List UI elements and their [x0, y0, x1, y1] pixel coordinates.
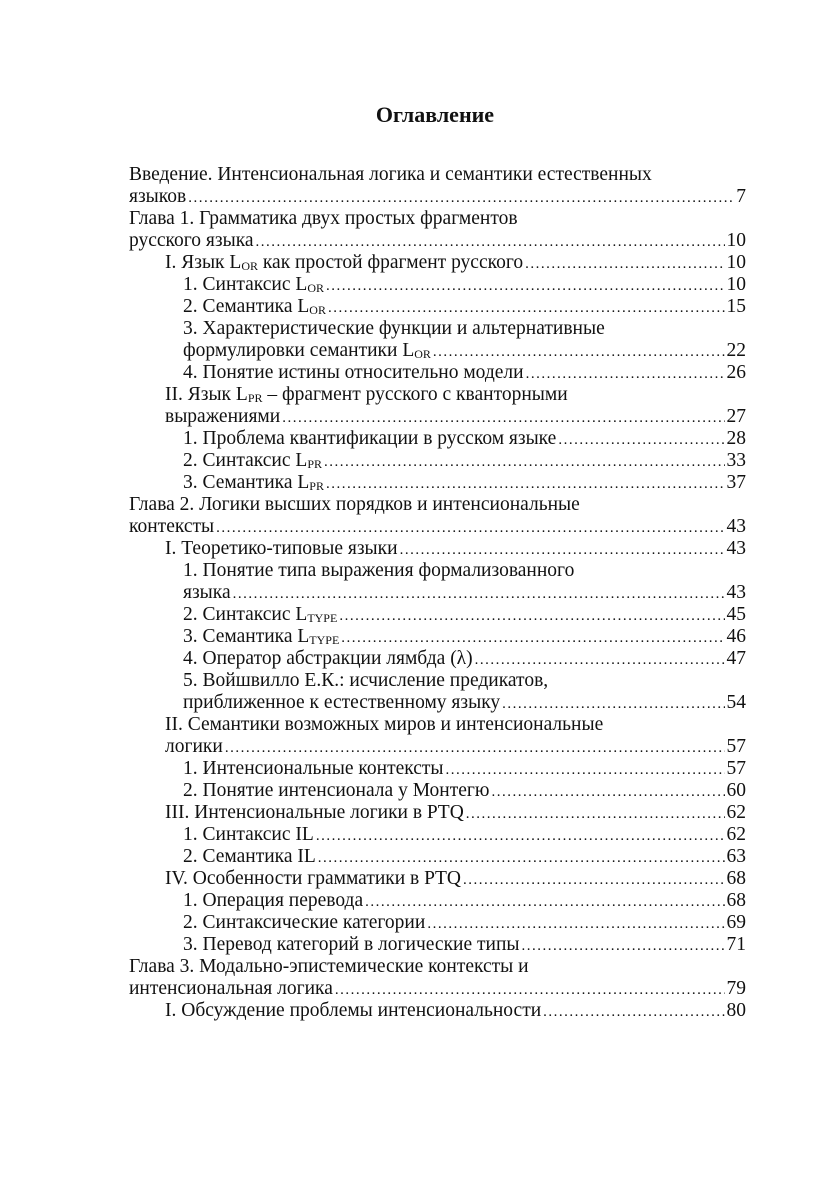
- page-number: 57: [726, 736, 746, 757]
- toc-entry-title-text: русского языка: [129, 230, 254, 251]
- page-number: 28: [726, 428, 746, 449]
- toc-entry-title-text: 1. Синтаксис IL: [183, 824, 314, 845]
- dot-leader: [282, 407, 724, 429]
- toc-entry[interactable]: [0, 780, 746, 802]
- toc-entry-row: [129, 978, 746, 1000]
- toc-entry-first-line: [183, 318, 746, 340]
- toc-entry-row: [183, 934, 746, 956]
- toc-entry-title-text: I. Язык L: [165, 252, 242, 273]
- dot-leader: [225, 737, 725, 759]
- dot-leader: [365, 891, 724, 913]
- dot-leader: [526, 363, 725, 385]
- toc-entry[interactable]: [0, 648, 746, 670]
- toc-entry-title-text: I. Обсуждение проблемы интенсиональности: [165, 1000, 542, 1021]
- page-title: Оглавление: [375, 102, 495, 127]
- toc-entry-title-text: 4. Понятие истины относительно модели: [183, 362, 524, 383]
- toc-entry-first-line: [165, 714, 746, 736]
- toc-entry-first-line: [129, 208, 746, 230]
- page-number: 79: [726, 978, 746, 999]
- dot-leader: [475, 649, 725, 671]
- toc-entry[interactable]: [0, 846, 746, 868]
- dot-leader: [188, 187, 734, 209]
- toc-entry[interactable]: [0, 802, 746, 824]
- toc-entry-title-text: 2. Семантика IL: [183, 846, 316, 867]
- toc-entry-title: [183, 758, 444, 780]
- toc-entry-first-line-text: Глава 2. Логики высших порядков и интенсиональные: [129, 494, 580, 515]
- toc-entry-title: [183, 450, 322, 472]
- toc-entry-title: [129, 186, 186, 208]
- dot-leader: [433, 341, 725, 363]
- toc-entry-row: [165, 802, 746, 824]
- dot-leader: [463, 869, 725, 891]
- toc-entry[interactable]: [0, 868, 746, 890]
- toc-entry-first-line-text: II. Семантики возможных миров и интенсиональные: [165, 714, 604, 735]
- toc-entry-title: [183, 648, 473, 670]
- toc-entry-title-text: III. Интенсиональные логики в PTQ: [165, 802, 464, 823]
- toc-entry-title-text: 2. Понятие интенсионала у Монтегю: [183, 780, 490, 801]
- dot-leader: [466, 803, 725, 825]
- toc-entry-title-text: контексты: [129, 516, 215, 537]
- toc-entry[interactable]: [0, 934, 746, 956]
- subscript: PR: [247, 391, 263, 405]
- table-of-contents: [0, 164, 840, 1022]
- toc-entry[interactable]: [0, 560, 746, 604]
- page-number: 10: [726, 274, 746, 295]
- toc-entry[interactable]: [0, 450, 746, 472]
- page-number: 60: [726, 780, 746, 801]
- page-number: 47: [726, 648, 746, 669]
- toc-entry[interactable]: [0, 472, 746, 494]
- subscript: PR: [307, 457, 322, 471]
- toc-entry-title: [183, 582, 231, 604]
- toc-entry-title-text: логики: [165, 736, 223, 757]
- toc-entry[interactable]: [0, 494, 746, 538]
- toc-entry-row: [129, 186, 746, 208]
- toc-entry-row: [183, 846, 746, 868]
- toc-entry-first-line-text: II. Язык L: [165, 384, 248, 405]
- toc-entry[interactable]: [0, 956, 746, 1000]
- toc-entry-title: [165, 406, 280, 428]
- toc-entry-row: [165, 252, 746, 274]
- toc-entry-title: [165, 868, 461, 890]
- toc-entry[interactable]: [0, 670, 746, 714]
- subscript: OR: [309, 303, 326, 317]
- toc-entry-title: [183, 274, 324, 296]
- page-number: 54: [726, 692, 746, 713]
- toc-entry-row: [183, 582, 746, 604]
- toc-entry-title-text: 3. Семантика L: [183, 626, 310, 647]
- toc-entry[interactable]: [0, 164, 746, 208]
- toc-entry[interactable]: [0, 362, 746, 384]
- dot-leader: [502, 693, 724, 715]
- toc-entry-title: [183, 296, 326, 318]
- toc-entry-title: [183, 362, 524, 384]
- toc-entry-row: [183, 428, 746, 450]
- toc-entry[interactable]: [0, 714, 746, 758]
- dot-leader: [543, 1001, 724, 1023]
- page-number: 10: [726, 252, 746, 273]
- toc-entry-title: [165, 1000, 541, 1022]
- toc-entry-title: [183, 780, 489, 802]
- toc-entry-row: [183, 274, 746, 296]
- toc-entry-title: [165, 802, 464, 824]
- page-number: 62: [726, 802, 746, 823]
- page-number: 15: [726, 296, 746, 317]
- toc-entry-row: [183, 362, 746, 384]
- toc-entry[interactable]: [0, 208, 746, 252]
- toc-entry[interactable]: [0, 1000, 746, 1022]
- toc-entry-title-text: интенсиональная логика: [129, 978, 333, 999]
- dot-leader: [326, 473, 725, 495]
- toc-entry-title-text: 1. Интенсиональные контексты: [183, 758, 444, 779]
- toc-entry-title: [183, 824, 314, 846]
- page-number: 43: [726, 516, 746, 537]
- toc-entry-row: [165, 538, 746, 560]
- toc-entry-row: [183, 472, 746, 494]
- toc-entry[interactable]: [0, 274, 746, 296]
- page-number: 71: [726, 934, 746, 955]
- page-number: 62: [726, 824, 746, 845]
- subscript: TYPE: [309, 633, 340, 647]
- page-number: 69: [726, 912, 746, 933]
- toc-entry-first-line: [129, 956, 746, 978]
- toc-entry-title-text: 1. Синтаксис L: [183, 274, 308, 295]
- toc-entry-title: [165, 252, 523, 274]
- dot-leader: [400, 539, 725, 561]
- toc-entry-title: [183, 912, 425, 934]
- toc-entry-row: [183, 648, 746, 670]
- dot-leader: [558, 429, 724, 451]
- toc-entry[interactable]: [0, 890, 746, 912]
- toc-entry[interactable]: [0, 428, 746, 450]
- page-number: 57: [726, 758, 746, 779]
- toc-entry-row: [183, 890, 746, 912]
- dot-leader: [339, 605, 724, 627]
- subscript: OR: [307, 281, 324, 295]
- toc-entry-row: [129, 230, 746, 252]
- dot-leader: [525, 253, 724, 275]
- toc-entry-row: [183, 780, 746, 802]
- dot-leader: [427, 913, 724, 935]
- toc-entry-title: [183, 692, 500, 714]
- toc-entry[interactable]: [0, 824, 746, 846]
- dot-leader: [328, 297, 725, 319]
- toc-entry-title-text: 2. Семантика L: [183, 296, 310, 317]
- toc-entry-title: [183, 890, 363, 912]
- toc-entry-row: [183, 296, 746, 318]
- toc-entry-title-text: приближенное к естественному языку: [183, 692, 501, 713]
- toc-entry-title-text: выражениями: [165, 406, 281, 427]
- toc-entry-first-line: [129, 164, 746, 186]
- page-number: 43: [726, 538, 746, 559]
- toc-entry[interactable]: [0, 912, 746, 934]
- page-number: 68: [726, 890, 746, 911]
- toc-entry-first-line: [165, 384, 746, 406]
- toc-entry-title-tail: как простой фрагмент русского: [258, 252, 524, 273]
- toc-entry-title-text: 4. Оператор абстракции лямбда (λ): [183, 648, 473, 669]
- page-number: 37: [726, 472, 746, 493]
- toc-entry-first-line-tail: – фрагмент русского с кванторными: [262, 384, 568, 405]
- toc-entry[interactable]: [0, 318, 746, 362]
- toc-entry-first-line: [183, 670, 746, 692]
- page-number: 27: [726, 406, 746, 427]
- toc-entry-title-text: 2. Синтаксис L: [183, 604, 308, 625]
- toc-entry-row: [183, 626, 746, 648]
- toc-entry-title-text: 3. Семантика L: [183, 472, 310, 493]
- toc-entry-title: [165, 538, 398, 560]
- toc-entry-title: [183, 626, 339, 648]
- toc-entry-title: [183, 604, 337, 626]
- page-number: 46: [726, 626, 746, 647]
- toc-entry-title: [183, 340, 431, 362]
- dot-leader: [446, 759, 725, 781]
- toc-entry-row: [129, 516, 746, 538]
- toc-entry-first-line: [129, 494, 746, 516]
- toc-entry-row: [183, 604, 746, 626]
- subscript: OR: [241, 259, 258, 273]
- toc-entry-title-text: I. Теоретико-типовые языки: [165, 538, 398, 559]
- toc-entry-title-text: 2. Синтаксические категории: [183, 912, 426, 933]
- toc-entry-title: [183, 846, 316, 868]
- page-number: 43: [726, 582, 746, 603]
- toc-entry[interactable]: [0, 296, 746, 318]
- toc-entry-title-text: языков: [129, 186, 187, 207]
- toc-entry-row: [183, 692, 746, 714]
- subscript: OR: [414, 347, 431, 361]
- toc-entry-row: [165, 736, 746, 758]
- dot-leader: [522, 935, 725, 957]
- toc-entry[interactable]: [0, 538, 746, 560]
- subscript: TYPE: [307, 611, 338, 625]
- toc-entry-title: [183, 472, 324, 494]
- toc-entry[interactable]: [0, 252, 746, 274]
- toc-entry-title-text: 1. Проблема квантификации в русском языке: [183, 428, 557, 449]
- toc-entry-title: [129, 516, 214, 538]
- toc-entry-title: [165, 736, 223, 758]
- toc-entry-row: [165, 1000, 746, 1022]
- toc-entry[interactable]: [0, 758, 746, 780]
- toc-entry-title: [129, 230, 254, 252]
- dot-leader: [341, 627, 724, 649]
- dot-leader: [216, 517, 724, 539]
- dot-leader: [318, 847, 725, 869]
- toc-entry-title-text: языка: [183, 582, 231, 603]
- toc-entry[interactable]: [0, 604, 746, 626]
- dot-leader: [324, 451, 725, 473]
- dot-leader: [491, 781, 724, 803]
- page-number: 63: [726, 846, 746, 867]
- toc-entry-row: [183, 450, 746, 472]
- toc-entry-first-line-text: 3. Характеристические функции и альтернативные: [183, 318, 605, 339]
- toc-entry[interactable]: [0, 626, 746, 648]
- page-number: 33: [726, 450, 746, 471]
- page-number: 45: [726, 604, 746, 625]
- toc-entry-title-text: 2. Синтаксис L: [183, 450, 308, 471]
- toc-entry-title-text: 3. Перевод категорий в логические типы: [183, 934, 520, 955]
- toc-entry-first-line-text: Глава 1. Грамматика двух простых фрагментов: [129, 208, 518, 229]
- dot-leader: [233, 583, 725, 605]
- dot-leader: [256, 231, 725, 253]
- toc-entry-row: [165, 868, 746, 890]
- toc-entry-row: [183, 340, 746, 362]
- page-number: 26: [726, 362, 746, 383]
- toc-entry-row: [183, 758, 746, 780]
- toc-entry-first-line-text: Введение. Интенсиональная логика и семантики естественных: [129, 164, 652, 185]
- toc-entry-first-line: [183, 560, 746, 582]
- toc-entry-title: [183, 428, 556, 450]
- page-number: 10: [726, 230, 746, 251]
- dot-leader: [335, 979, 725, 1001]
- dot-leader: [326, 275, 725, 297]
- toc-entry-title: [129, 978, 333, 1000]
- toc-entry-row: [183, 824, 746, 846]
- toc-entry-title-text: 1. Операция перевода: [183, 890, 364, 911]
- toc-entry-title-text: IV. Особенности грамматики в PTQ: [165, 868, 461, 889]
- page-number: 22: [726, 340, 746, 361]
- page-number: 80: [726, 1000, 746, 1021]
- toc-entry-row: [183, 912, 746, 934]
- subscript: PR: [309, 479, 324, 493]
- page-number: 7: [736, 186, 746, 207]
- toc-entry-row: [165, 406, 746, 428]
- toc-entry-title-text: формулировки семантики L: [183, 340, 415, 361]
- toc-entry[interactable]: [0, 384, 746, 428]
- page-number: 68: [726, 868, 746, 889]
- toc-entry-title: [183, 934, 520, 956]
- dot-leader: [316, 825, 725, 847]
- toc-entry-first-line-text: 1. Понятие типа выражения формализованного: [183, 560, 575, 581]
- toc-entry-first-line-text: Глава 3. Модально-эпистемические контексты и: [129, 956, 529, 977]
- toc-entry-first-line-text: 5. Войшвилло Е.К.: исчисление предикатов,: [183, 670, 549, 691]
